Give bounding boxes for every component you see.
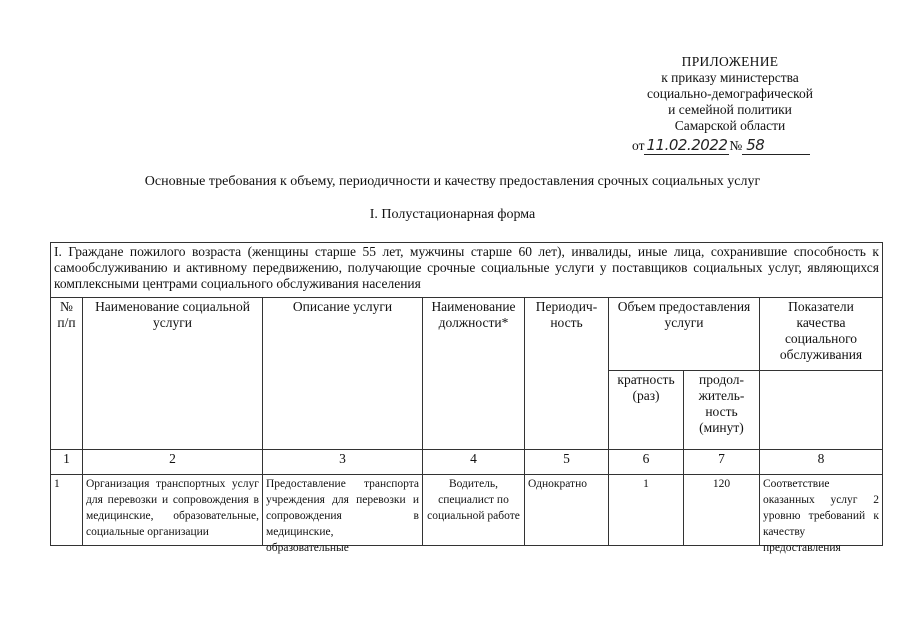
document-title: Основные требования к объему, периодичности и качеству предоставления срочных социальных услуг	[144, 174, 761, 189]
header-volume: Объем предоставления услуги	[609, 298, 760, 371]
header-service-name: Наименование социальной услуги	[83, 298, 263, 450]
row-description: Предоставление транспорта учреждения для перевозки и сопровождения в медицинские, образовательные	[266, 478, 419, 554]
appendix-line-4: Самарской области	[674, 118, 786, 133]
header-position: Наименование должности*	[423, 298, 525, 450]
appendix-line-3: и семейной политики	[668, 102, 792, 117]
appendix-line-1: к приказу министерства	[661, 70, 799, 85]
order-date: 11.02.2022	[646, 136, 728, 154]
column-number: 8	[760, 450, 883, 475]
header-quality: Показатели качества социального обслуживания	[760, 298, 883, 371]
header-multiplicity: кратность (раз)	[609, 371, 684, 450]
row-multiplicity: 1	[643, 478, 649, 490]
requirements-table	[50, 242, 883, 554]
header-num: № п/п	[51, 298, 83, 450]
section-title: I. Полустационарная форма	[369, 207, 536, 222]
number-prefix: №	[729, 138, 743, 153]
header-row	[51, 298, 883, 371]
column-number: 5	[525, 450, 609, 475]
column-number: 4	[423, 450, 525, 475]
recipient-group-text: I. Граждане пожилого возраста (женщины старше 55 лет, мужчины старше 60 лет), инвалиды, иные лица, сохранившие способность к самообслуживанию и активному передвижению, получающие срочные социальные услуги у поставщиков социальных услуг, являющихся комплексными центрами социального обслуживания населения	[51, 243, 883, 298]
group-row	[51, 243, 883, 298]
row-num: 1	[54, 478, 60, 490]
header-duration: продол-житель-ность (минут)	[684, 371, 760, 450]
column-number: 3	[263, 450, 423, 475]
column-number-row	[51, 450, 883, 475]
row-service-name: Организация транспортных услуг для перевозки и сопровождения в медицинские, образовательные, социальные организации	[86, 478, 259, 538]
column-number: 2	[83, 450, 263, 475]
column-number: 6	[609, 450, 684, 475]
order-date-number	[632, 136, 810, 155]
column-number: 7	[684, 450, 760, 475]
row-quality: Соответствие оказанных услуг 2 уровню требований к качеству предоставления	[763, 478, 879, 554]
order-number: 58	[742, 136, 810, 155]
row-periodicity: Однократно	[528, 478, 587, 490]
header-quality-empty	[760, 371, 883, 450]
header-periodicity: Периодич-ность	[525, 298, 609, 450]
appendix-title: ПРИЛОЖЕНИЕ	[681, 54, 779, 69]
row-duration: 120	[712, 478, 731, 490]
table-row	[51, 475, 883, 546]
appendix-block	[600, 54, 860, 134]
header-description: Описание услуги	[263, 298, 423, 450]
date-prefix: от	[632, 138, 645, 153]
column-number: 1	[51, 450, 83, 475]
appendix-line-2: социально-демографической	[646, 86, 814, 101]
row-position: Водитель, специалист по социальной работе	[427, 478, 520, 522]
